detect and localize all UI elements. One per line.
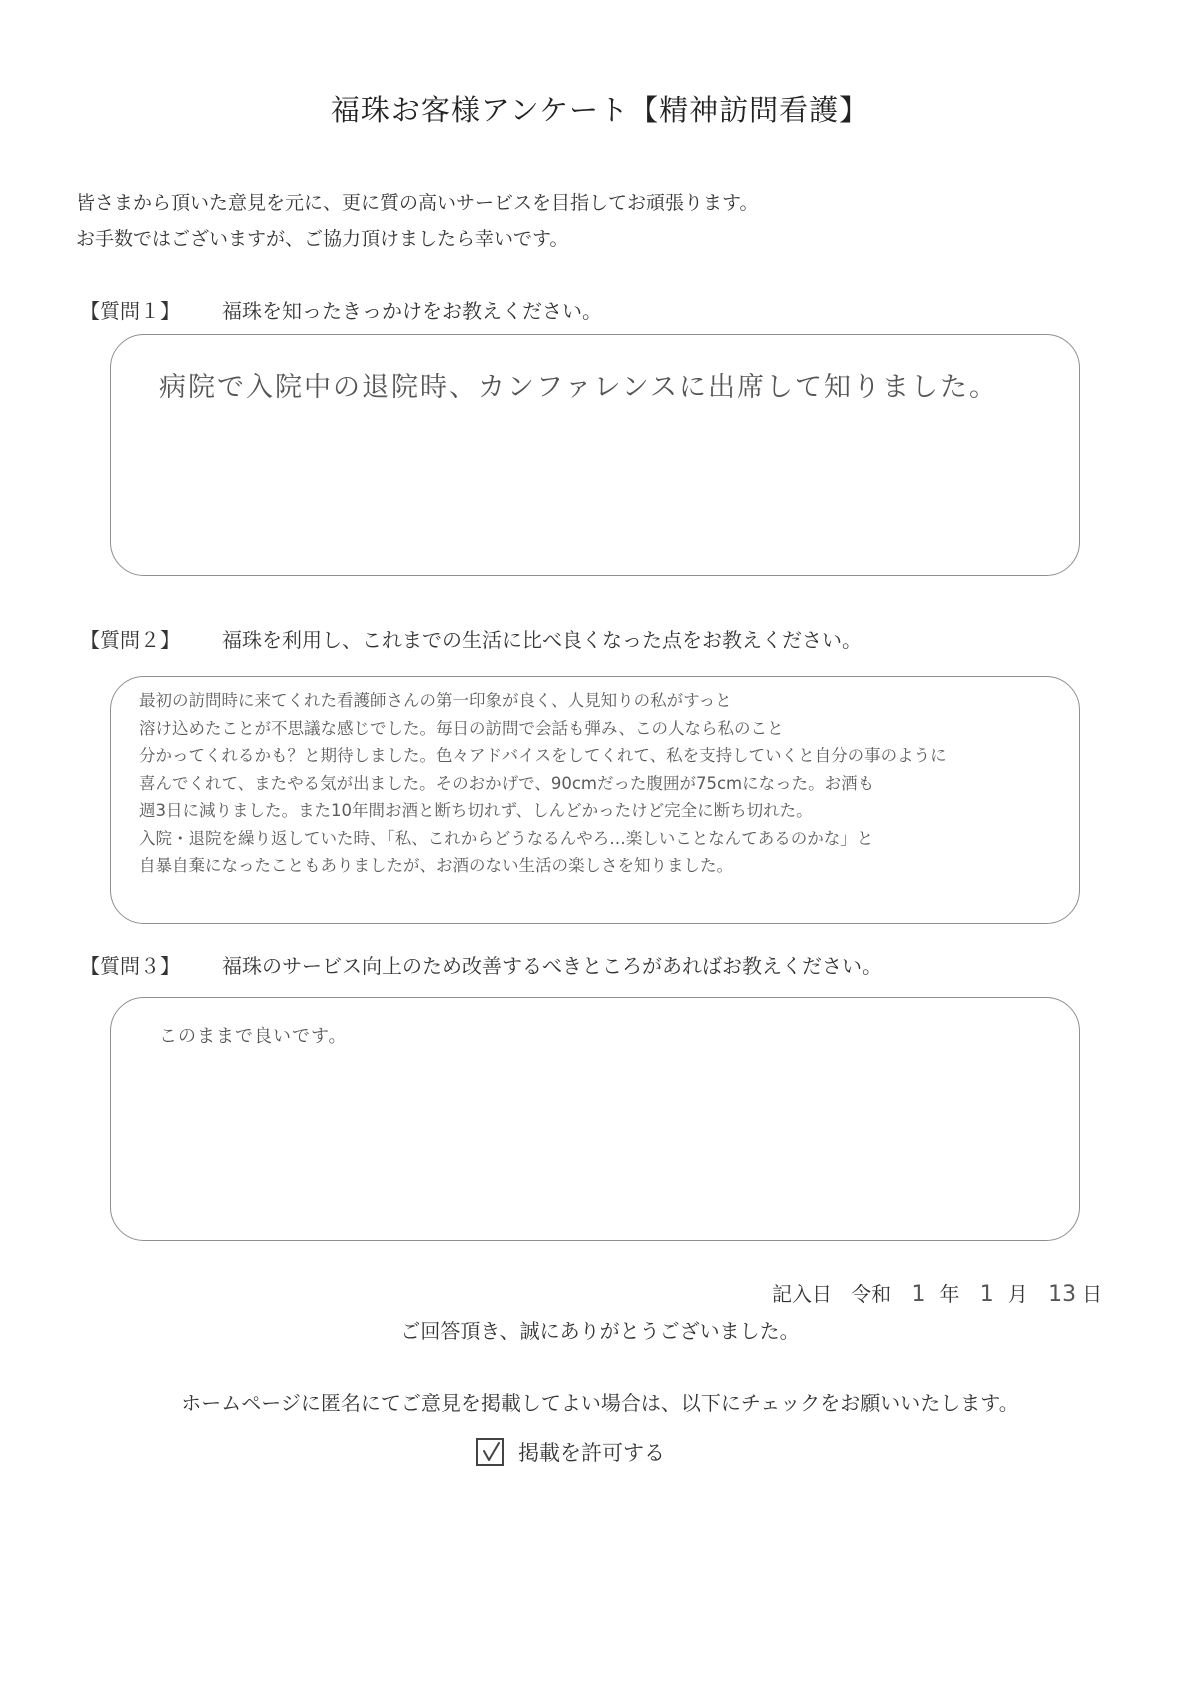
entry-date: [772, 1278, 1102, 1307]
answer-2-line-6: 入院・退院を繰り返していた時、「私、これからどうなるんやろ…楽しいことなんてあるのかな」と: [139, 828, 874, 848]
survey-title: 福珠お客様アンケート【精神訪問看護】: [330, 93, 870, 127]
date-year[interactable]: 1: [911, 1282, 926, 1307]
answer-2-line-7: 自暴自棄になったこともありましたが、お酒のない生活の楽しさを知りました。: [139, 856, 733, 875]
question-1: [80, 295, 602, 324]
date-era: 令和: [851, 1282, 892, 1306]
question-3-text: 福珠のサービス向上のため改善するべきところがあればお教えください。: [222, 954, 882, 978]
answer-2-line-3: 分かってくれるかも？と期待しました。色々アドバイスをしてくれて、私を支持していくと自分の事のように: [139, 746, 947, 765]
question-2-text: 福珠を利用し、これまでの生活に比べ良くなった点をお教えください。: [222, 628, 862, 652]
answer-1-line: 病院で入院中の退院時、カンファレンスに出席して知りました。: [159, 372, 998, 403]
thanks-message: ご回答頂き、誠にありがとうございました。: [400, 1319, 800, 1343]
intro-line-2: お手数ではございますが、ご協力頂けましたら幸いです。: [76, 228, 569, 250]
question-2-number: 【質問２】: [80, 628, 180, 652]
question-1-number: 【質問１】: [80, 299, 180, 323]
answer-2-line-5: 週3日に減りました。また10年間お酒と断ち切れず、しんどかったけど完全に断ち切れた。: [139, 801, 813, 820]
question-1-text: 福珠を知ったきっかけをお教えください。: [222, 299, 602, 323]
answer-box-2[interactable]: [110, 676, 1080, 924]
permission-label: 掲載を許可する: [518, 1441, 665, 1465]
date-year-unit: 年: [939, 1282, 960, 1306]
question-3: [80, 950, 882, 979]
date-month-unit: 月: [1007, 1282, 1028, 1306]
answer-2-text: [139, 687, 947, 880]
permission-row: [476, 1437, 665, 1467]
answer-2-line-2: 溶け込めたことが不思議な感じでした。毎日の訪問で会話も弾み、この人なら私のこと: [139, 718, 784, 738]
publish-notice: ホームページに匿名にてご意見を掲載してよい場合は、以下にチェックをお願いいたします。: [181, 1391, 1019, 1415]
question-3-number: 【質問３】: [80, 954, 180, 978]
date-day-unit: 日: [1082, 1282, 1103, 1306]
intro-line-1: 皆さまから頂いた意見を元に、更に質の高いサービスを目指してお頑張ります。: [76, 192, 759, 214]
question-2: [80, 624, 862, 653]
date-label: 記入日: [772, 1282, 832, 1306]
answer-box-1[interactable]: [110, 334, 1080, 576]
permission-checkbox[interactable]: [476, 1438, 504, 1466]
answer-2-line-1: 最初の訪問時に来てくれた看護師さんの第一印象が良く、人見知りの私がすっと: [139, 691, 732, 710]
date-day[interactable]: 13: [1048, 1282, 1077, 1307]
date-month[interactable]: 1: [979, 1282, 994, 1307]
check-mark-icon: [480, 1441, 502, 1463]
answer-box-3[interactable]: [110, 997, 1080, 1241]
answer-2-line-4: 喜んでくれて、またやる気が出ました。そのおかげで、90cmだった腹囲が75cmになった。お酒も: [139, 773, 875, 793]
answer-3-line: このままで良いです。: [159, 1026, 348, 1047]
